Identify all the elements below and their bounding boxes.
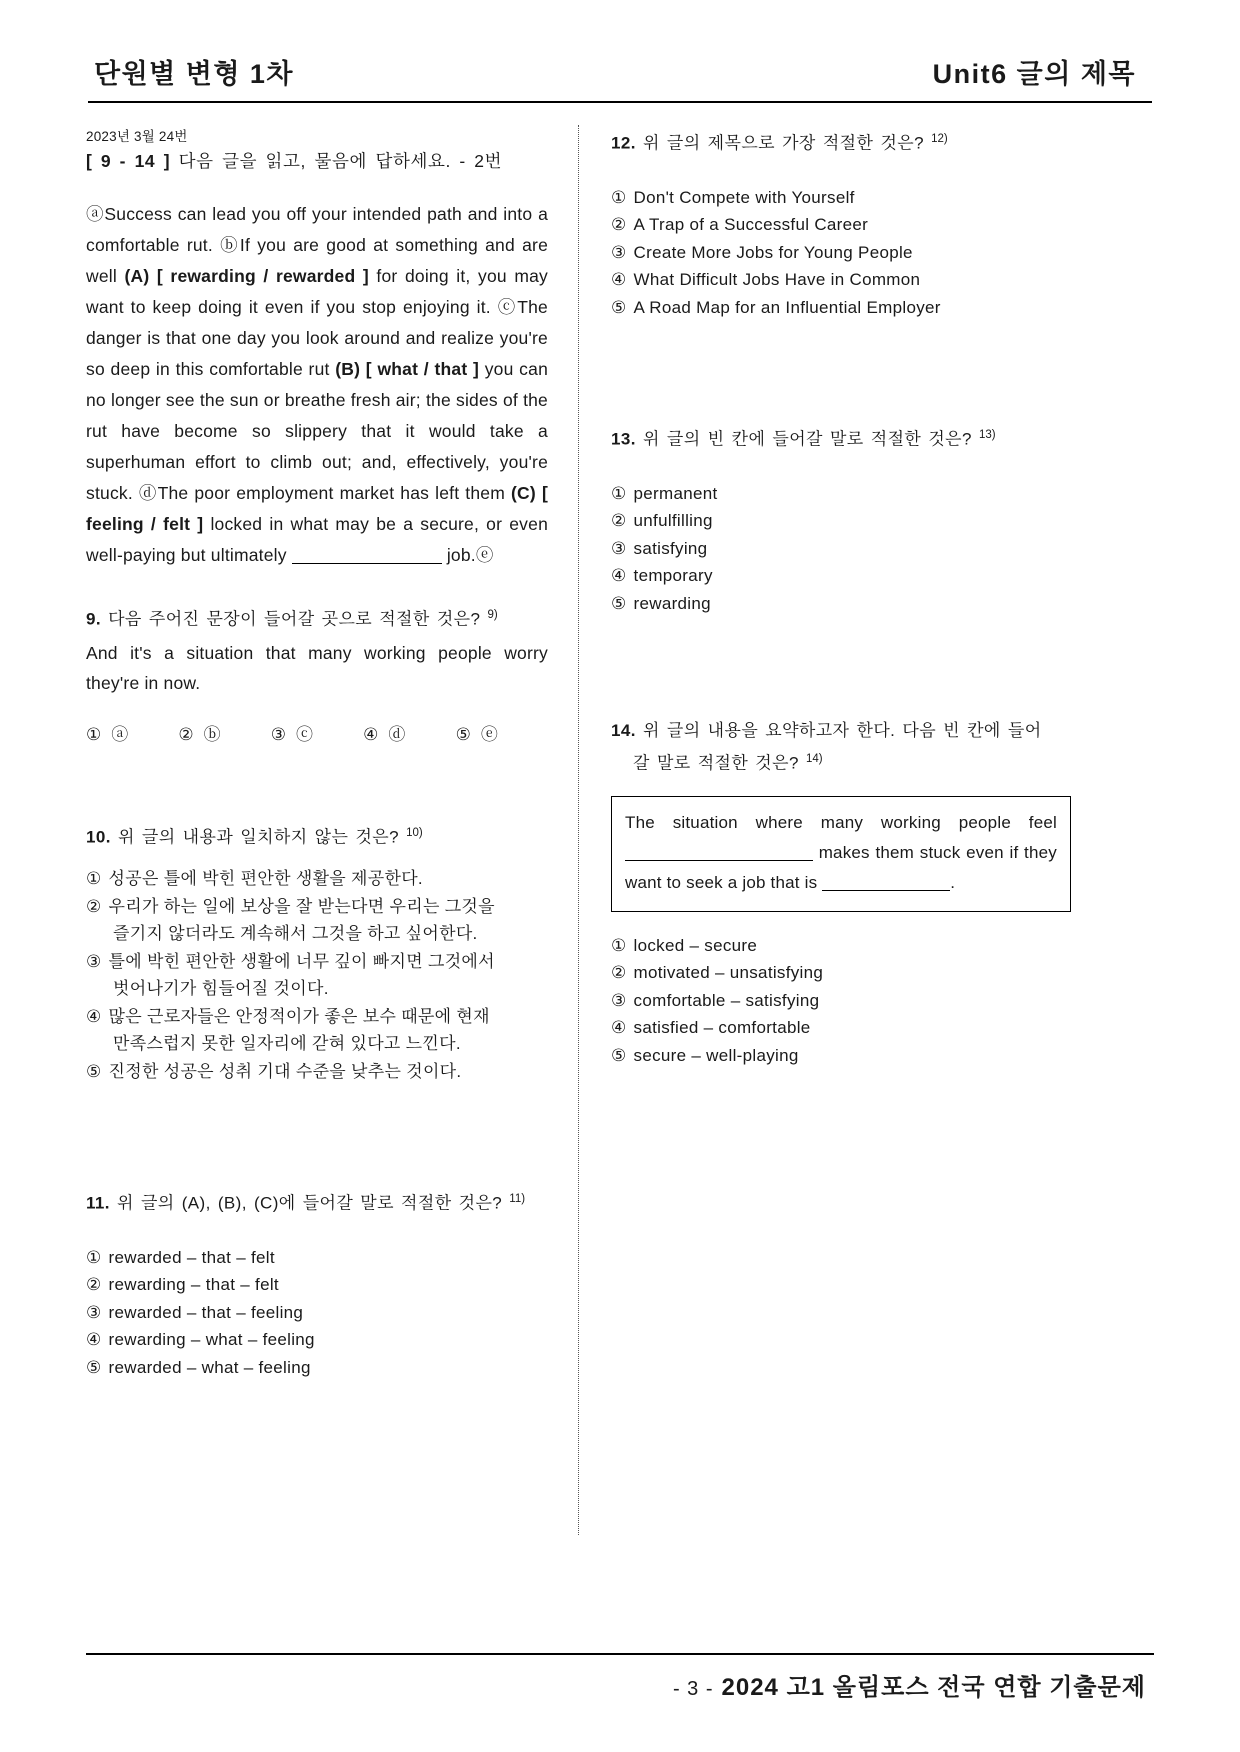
content-columns bbox=[86, 125, 1154, 1535]
choice-text: rewarding bbox=[633, 593, 711, 613]
choice-text: ⓔ bbox=[480, 724, 498, 744]
question-12-number: 12. bbox=[611, 133, 636, 153]
question-14-footnote: 14) bbox=[805, 753, 823, 766]
choice-option[interactable] bbox=[611, 590, 1071, 618]
passage-choice-a-label: (A) bbox=[124, 266, 150, 286]
choice-marker: ④ bbox=[363, 724, 379, 744]
choice-option[interactable] bbox=[611, 266, 1071, 294]
choice-text: comfortable – satisfying bbox=[633, 990, 820, 1010]
column-divider bbox=[578, 125, 579, 1535]
spacer bbox=[86, 775, 548, 819]
choice-option[interactable] bbox=[86, 1354, 548, 1382]
header-left-title: 단원별 변형 1차 bbox=[94, 59, 295, 89]
directive-text: 다음 글을 읽고, 물음에 답하세요. - 2번 bbox=[170, 151, 503, 171]
passage-segment-b: for doing it, you may want to keep doing it even if you stop enjoying it. ⓒThe danger is that one day you look around and realize you're so deep in this comfortable rut bbox=[86, 266, 548, 379]
passage-blank bbox=[292, 563, 442, 564]
choice-text: Don't Compete with Yourself bbox=[633, 187, 855, 207]
choice-option[interactable] bbox=[271, 720, 363, 745]
question-13-footnote: 13) bbox=[978, 429, 996, 442]
question-13-stem-text: 위 글의 빈 칸에 들어갈 말로 적절한 것은? bbox=[635, 429, 972, 449]
footer-divider-rule bbox=[86, 1653, 1154, 1655]
choice-marker: ⑤ bbox=[611, 1045, 627, 1065]
choice-text-line2: 벗어나기가 힘들어질 것이다. bbox=[113, 979, 329, 999]
question-12-stem bbox=[611, 125, 1071, 158]
choice-text: What Difficult Jobs Have in Common bbox=[633, 270, 921, 290]
header-right-title: Unit6 글의 제목 bbox=[932, 59, 1136, 89]
choice-option[interactable] bbox=[86, 1299, 548, 1327]
question-10-number: 10. bbox=[86, 827, 111, 847]
summary-blank-1 bbox=[625, 860, 813, 861]
passage-choice-c-bracket: [ feeling / felt ] bbox=[86, 483, 548, 534]
choice-option[interactable] bbox=[86, 1003, 548, 1058]
question-12-footnote: 12) bbox=[931, 133, 948, 145]
question-13-number: 13. bbox=[611, 429, 636, 449]
choice-text-line2: 만족스럽지 못한 일자리에 갇혀 있다고 느낀다. bbox=[113, 1034, 461, 1054]
question-14-stem-line2-wrap bbox=[611, 745, 1071, 778]
choice-option[interactable] bbox=[611, 959, 1071, 987]
choice-text: rewarded – that – feeling bbox=[108, 1302, 304, 1322]
choice-marker: ① bbox=[611, 483, 627, 503]
choice-option[interactable] bbox=[611, 239, 1071, 267]
question-13 bbox=[611, 421, 1071, 617]
choice-text: A Road Map for an Influential Employer bbox=[633, 297, 941, 317]
choice-marker: ② bbox=[86, 896, 102, 916]
choice-option[interactable] bbox=[611, 1014, 1071, 1042]
choice-text: satisfied – comfortable bbox=[633, 1018, 811, 1038]
choice-text: secure – well-playing bbox=[633, 1045, 799, 1065]
summary-segment-1: The situation where many working people feel bbox=[625, 812, 1057, 832]
choice-marker: ④ bbox=[611, 270, 627, 290]
spacer bbox=[611, 361, 1071, 421]
reading-directive bbox=[86, 148, 548, 173]
choice-marker: ① bbox=[611, 187, 627, 207]
choice-option[interactable] bbox=[611, 562, 1071, 590]
choice-marker: ③ bbox=[86, 951, 102, 971]
choice-option[interactable] bbox=[611, 1042, 1071, 1070]
choice-marker: ② bbox=[611, 963, 627, 983]
left-column bbox=[86, 125, 556, 1535]
choice-option[interactable] bbox=[611, 294, 1071, 322]
question-12-choices bbox=[611, 184, 1071, 322]
question-13-choices bbox=[611, 480, 1071, 618]
question-11-number: 11. bbox=[86, 1193, 110, 1213]
choice-option[interactable] bbox=[86, 948, 548, 1003]
passage-choice-b-label: (B) bbox=[335, 359, 361, 379]
passage-choice-c-label: (C) bbox=[511, 483, 536, 503]
choice-text: temporary bbox=[633, 566, 713, 586]
question-9-stem bbox=[86, 601, 548, 634]
question-9-footnote: 9) bbox=[487, 609, 498, 621]
passage-segment-c: you can no longer see the sun or breathe fresh air; the sides of the rut have become so slippery that it would take a superhuman effort to climb out; and, effectively, you're stuck. ⓓThe poor employment market has left them bbox=[86, 359, 548, 503]
question-14 bbox=[611, 717, 1071, 1069]
question-14-number: 14. bbox=[611, 721, 636, 741]
choice-option[interactable] bbox=[611, 184, 1071, 212]
choice-marker: ③ bbox=[611, 990, 627, 1010]
question-10-stem-text: 위 글의 내용과 일치하지 않는 것은? bbox=[110, 827, 399, 847]
question-11-stem bbox=[86, 1185, 548, 1218]
choice-marker: ① bbox=[86, 869, 102, 889]
summary-segment-2: makes them stuck even if they want to seek a job that is bbox=[625, 842, 1057, 892]
choice-option[interactable] bbox=[86, 1244, 548, 1272]
choice-text: satisfying bbox=[633, 538, 708, 558]
question-9-number: 9. bbox=[86, 609, 101, 629]
choice-option[interactable] bbox=[363, 720, 455, 745]
choice-text: unfulfilling bbox=[633, 511, 713, 531]
question-10-stem bbox=[86, 819, 548, 852]
choice-marker: ⑤ bbox=[86, 1061, 102, 1081]
choice-option[interactable] bbox=[611, 507, 1071, 535]
choice-marker: ⑤ bbox=[455, 724, 471, 744]
question-14-stem-line1: 위 글의 내용을 요약하고자 한다. 다음 빈 칸에 들어 bbox=[635, 721, 1042, 741]
choice-option[interactable] bbox=[456, 720, 548, 745]
question-10-footnote: 10) bbox=[406, 826, 423, 839]
choice-text: 진정한 성공은 성취 기대 수준을 낮추는 것이다. bbox=[108, 1061, 462, 1081]
question-14-stem-line2: 갈 말로 적절한 것은? bbox=[633, 753, 799, 773]
choice-marker: ⑤ bbox=[611, 593, 627, 613]
choice-option[interactable] bbox=[178, 720, 270, 745]
question-11-stem-text: 위 글의 (A), (B), (C)에 들어갈 말로 적절한 것은? bbox=[109, 1193, 503, 1213]
choice-text: Create More Jobs for Young People bbox=[633, 242, 913, 262]
passage-choice-b-bracket: [ what / that ] bbox=[365, 359, 480, 379]
question-14-stem bbox=[611, 717, 1071, 778]
choice-option[interactable] bbox=[86, 1271, 548, 1299]
question-11-choices bbox=[86, 1244, 548, 1382]
choice-marker: ③ bbox=[270, 724, 287, 744]
choice-option[interactable] bbox=[86, 720, 178, 745]
choice-text: ⓑ bbox=[203, 724, 221, 744]
choice-marker: ② bbox=[178, 724, 194, 744]
choice-marker: ③ bbox=[86, 1302, 102, 1322]
choice-marker: ④ bbox=[86, 1330, 102, 1350]
choice-text: 틀에 박힌 편안한 생활에 너무 깊이 빠지면 그것에서 bbox=[108, 951, 495, 971]
choice-marker: ② bbox=[86, 1275, 102, 1295]
passage-choice-a-bracket: [ rewarding / rewarded ] bbox=[156, 266, 369, 286]
question-9-choices bbox=[86, 720, 548, 745]
choice-marker: ⑤ bbox=[611, 297, 627, 317]
question-10 bbox=[86, 819, 548, 1086]
summary-segment-3: . bbox=[950, 872, 956, 892]
choice-option[interactable] bbox=[611, 987, 1071, 1015]
choice-marker: ② bbox=[611, 215, 627, 235]
summary-blank-2 bbox=[822, 890, 950, 891]
choice-option[interactable] bbox=[611, 932, 1071, 960]
passage-segment-a: ⓐSuccess can lead you off your intended path and into a comfortable rut. ⓑIf you are good at something and are well bbox=[86, 204, 548, 286]
page-footer bbox=[86, 1653, 1154, 1702]
directive-range: [ 9 - 14 ] bbox=[86, 151, 171, 171]
choice-text: rewarding – that – felt bbox=[108, 1275, 279, 1295]
choice-text: rewarded – what – feeling bbox=[108, 1357, 311, 1377]
choice-option[interactable] bbox=[86, 1326, 548, 1354]
question-12 bbox=[611, 125, 1071, 321]
passage-segment-d: locked in what may be a secure, or even well-paying but ultimately bbox=[86, 514, 548, 565]
question-9 bbox=[86, 601, 548, 745]
question-9-stem-text: 다음 주어진 문장이 들어갈 곳으로 적절한 것은? bbox=[100, 609, 481, 629]
spacer bbox=[86, 1125, 548, 1185]
choice-text: 많은 근로자들은 안정적이가 좋은 보수 때문에 현재 bbox=[108, 1006, 490, 1026]
page-number: - 3 - bbox=[672, 1678, 714, 1700]
choice-text: rewarded – that – felt bbox=[108, 1247, 275, 1267]
question-10-choices bbox=[86, 865, 548, 1085]
choice-option[interactable] bbox=[86, 865, 548, 893]
footer-title: 2024 고1 올림포스 전국 연합 기출문제 bbox=[721, 1674, 1146, 1701]
question-9-given-sentence: And it's a situation that many working people worry they're in now. bbox=[86, 642, 548, 693]
passage-segment-e: job.ⓔ bbox=[441, 545, 494, 565]
choice-marker: ① bbox=[86, 1247, 102, 1267]
reading-passage bbox=[86, 199, 548, 571]
choice-marker: ④ bbox=[611, 1018, 627, 1038]
choice-option[interactable] bbox=[611, 211, 1071, 239]
question-11-footnote: 11) bbox=[509, 1193, 526, 1206]
choice-option[interactable] bbox=[86, 893, 548, 948]
choice-text: 성공은 틀에 박힌 편안한 생활을 제공한다. bbox=[108, 869, 423, 889]
source-meta: 2023년 3월 24번 bbox=[86, 129, 188, 144]
choice-marker: ④ bbox=[611, 566, 627, 586]
right-column bbox=[601, 125, 1071, 1535]
question-12-stem-text: 위 글의 제목으로 가장 적절한 것은? bbox=[635, 133, 924, 153]
choice-marker: ③ bbox=[611, 242, 627, 262]
choice-text: 우리가 하는 일에 보상을 잘 받는다면 우리는 그것을 bbox=[108, 896, 495, 916]
question-14-choices bbox=[611, 932, 1071, 1070]
footer-content bbox=[86, 1667, 1154, 1702]
choice-option[interactable] bbox=[86, 1058, 548, 1086]
choice-marker: ① bbox=[611, 935, 627, 955]
choice-text: ⓓ bbox=[388, 724, 406, 744]
choice-marker: ④ bbox=[86, 1006, 102, 1026]
choice-text: rewarding – what – feeling bbox=[108, 1330, 315, 1350]
choice-text: locked – secure bbox=[633, 935, 758, 955]
spacer bbox=[611, 657, 1071, 717]
page-header bbox=[86, 52, 1154, 101]
choice-text-line2: 즐기지 않더라도 계속해서 그것을 하고 싶어한다. bbox=[113, 924, 478, 944]
choice-marker: ② bbox=[611, 511, 627, 531]
choice-option[interactable] bbox=[611, 480, 1071, 508]
choice-text: motivated – unsatisfying bbox=[633, 963, 824, 983]
choice-option[interactable] bbox=[611, 535, 1071, 563]
question-11 bbox=[86, 1185, 548, 1381]
header-divider-rule bbox=[88, 101, 1152, 103]
choice-text: A Trap of a Successful Career bbox=[633, 215, 869, 235]
question-14-summary-box bbox=[611, 796, 1071, 912]
choice-marker: ③ bbox=[611, 538, 627, 558]
question-13-stem bbox=[611, 421, 1071, 454]
choice-text: permanent bbox=[633, 483, 718, 503]
choice-marker: ⑤ bbox=[86, 1357, 102, 1377]
choice-text: ⓒ bbox=[296, 724, 314, 744]
choice-marker: ① bbox=[86, 724, 102, 744]
choice-text: ⓐ bbox=[111, 724, 129, 744]
